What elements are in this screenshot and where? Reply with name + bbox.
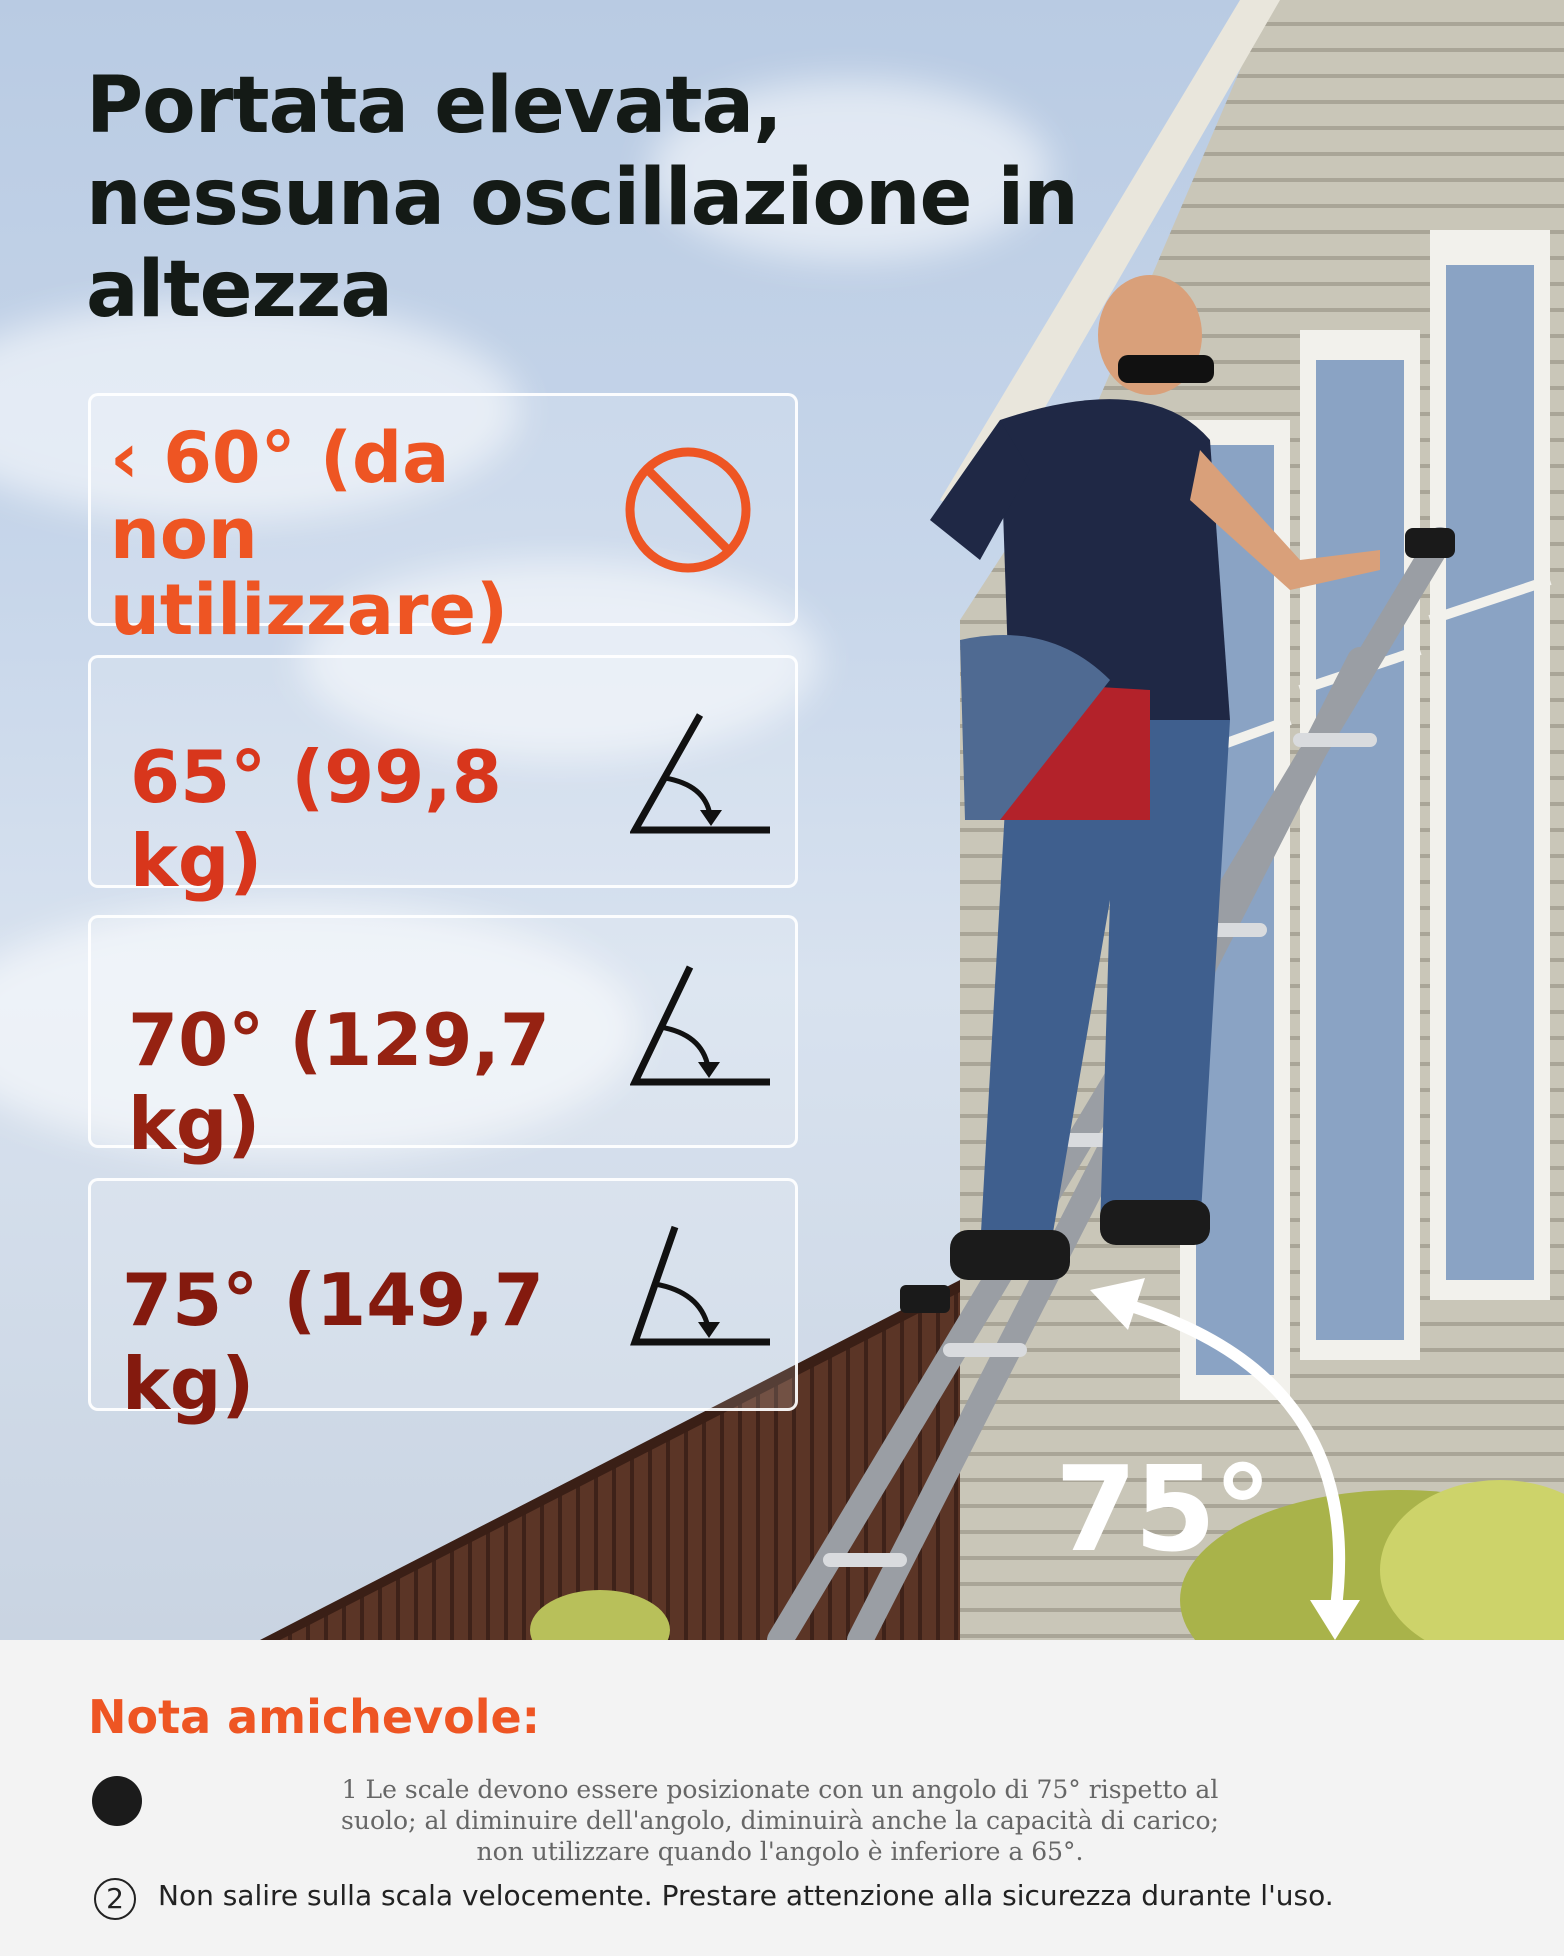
card-75-label: 75° (149,7 kg) xyxy=(122,1258,544,1426)
page-title: Portata elevata, nessuna oscillazione in altezza xyxy=(86,61,1078,335)
note-item-1: 1 Le scale devono essere posizionate con un angolo di 75° rispetto al suolo; al diminuire dell'angolo, diminuirà anche la capacità di carico; non utilizzare quando l'angolo è inferiore a 65°. xyxy=(341,1775,1219,1866)
angle-label: 75° xyxy=(1055,1440,1270,1578)
prohibited-icon xyxy=(618,440,758,580)
note-item-2: Non salire sulla scala velocemente. Prestare attenzione alla sicurezza durante l'uso. xyxy=(158,1879,1334,1912)
angle-icon xyxy=(630,710,780,840)
card-60-label: ‹ 60° (da non utilizzare) xyxy=(110,417,508,651)
card-70-label: 70° (129,7 kg) xyxy=(128,998,550,1166)
angle-icon xyxy=(630,962,780,1092)
number-2-icon: 2 xyxy=(94,1878,136,1920)
card-65-label: 65° (99,8 kg) xyxy=(130,735,502,903)
note-title: Nota amichevole: xyxy=(88,1690,541,1744)
bullet-dot-icon xyxy=(92,1776,142,1826)
angle-icon xyxy=(630,1222,780,1352)
